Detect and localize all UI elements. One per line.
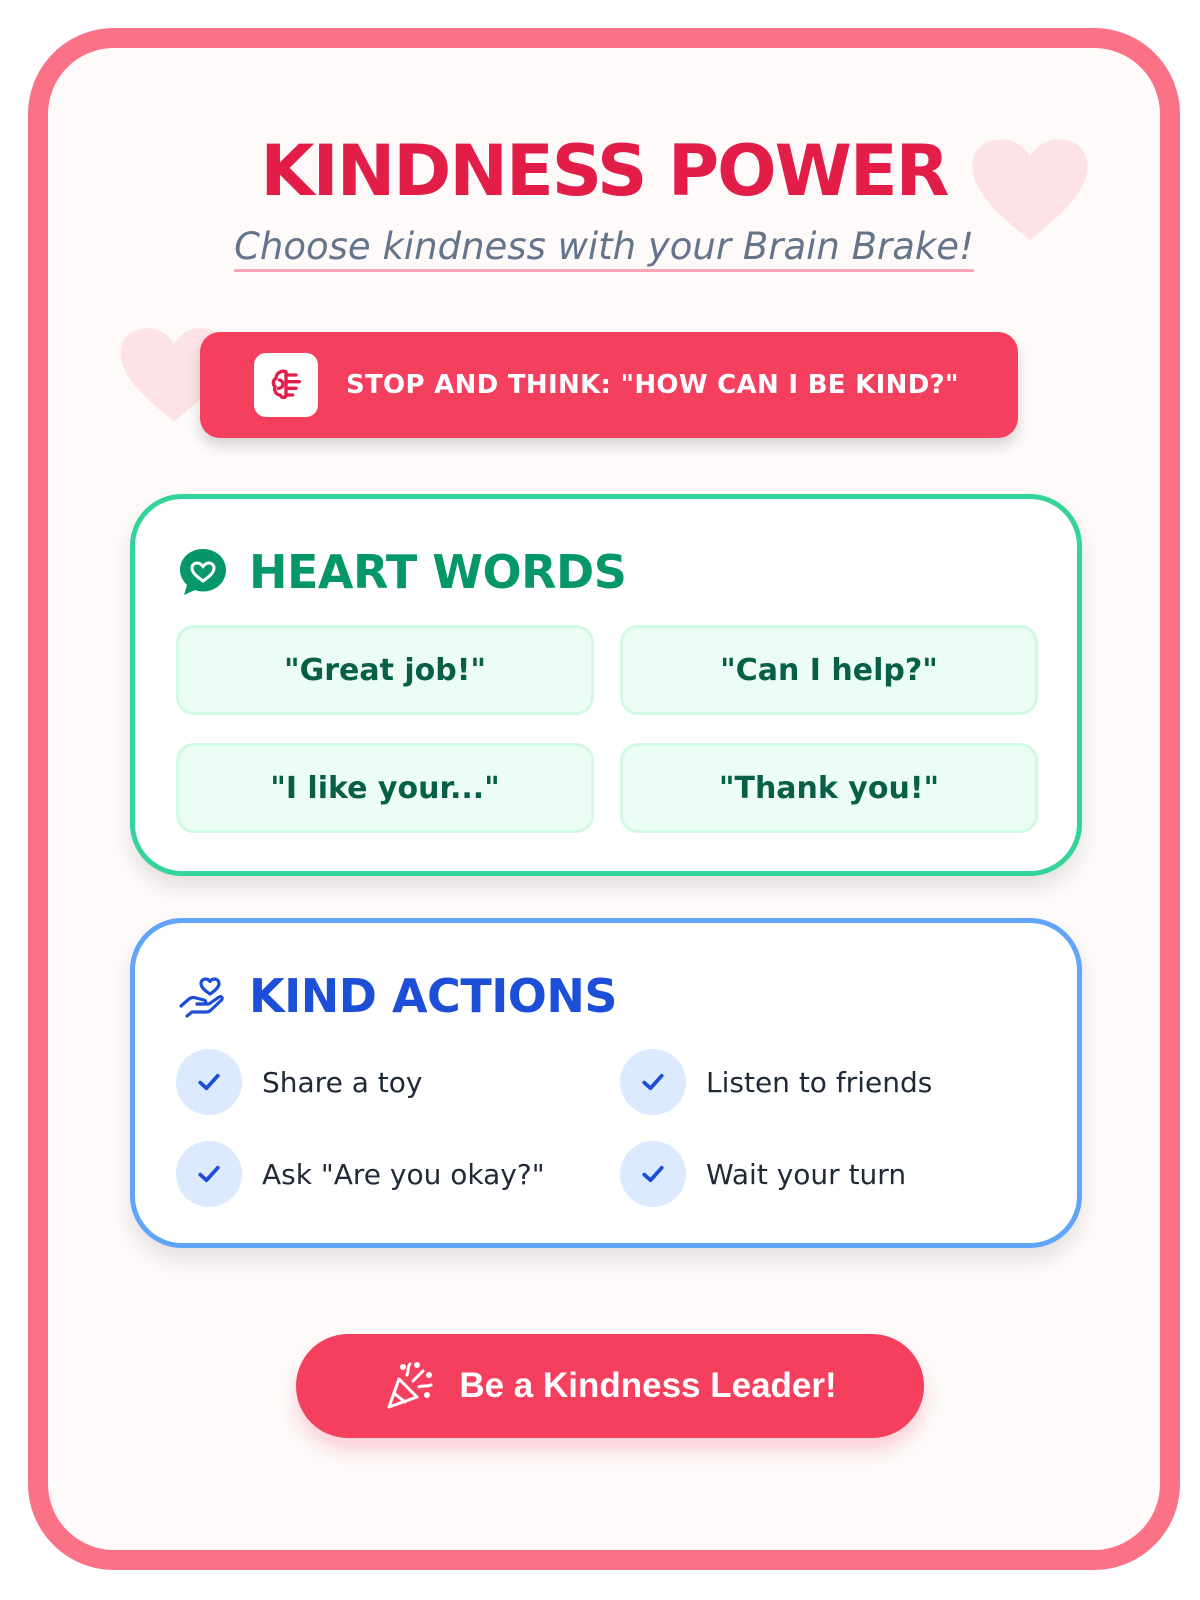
brain-icon	[254, 353, 318, 417]
check-icon	[176, 1049, 242, 1115]
check-icon	[176, 1141, 242, 1207]
heart-chat-icon	[177, 546, 229, 598]
check-icon	[620, 1141, 686, 1207]
kind-action-item	[620, 1141, 906, 1207]
kindness-leader-label: Be a Kindness Leader!	[459, 1366, 837, 1405]
page-subtitle: Choose kindness with your Brain Brake!	[234, 226, 974, 272]
kind-action-label: Listen to friends	[706, 1065, 933, 1099]
page-title: KINDNESS POWER	[260, 130, 948, 212]
kind-action-item	[176, 1141, 545, 1207]
heart-word-chip: "Can I help?"	[620, 625, 1038, 715]
hand-heart-icon	[177, 970, 229, 1022]
heart-word-chip: "Thank you!"	[620, 743, 1038, 833]
kind-action-item	[620, 1049, 932, 1115]
heart-words-title: HEART WORDS	[249, 545, 627, 599]
stop-and-think-text: STOP AND THINK: "HOW CAN I BE KIND?"	[346, 370, 959, 400]
kind-action-label: Wait your turn	[706, 1157, 907, 1191]
kind-action-label: Share a toy	[262, 1065, 423, 1099]
kind-action-label: Ask "Are you okay?"	[262, 1157, 545, 1191]
stop-and-think-banner	[200, 332, 1018, 438]
heart-word-chip: "I like your..."	[176, 743, 594, 833]
check-icon	[620, 1049, 686, 1115]
poster-frame	[28, 28, 1180, 1570]
heart-words-card	[130, 494, 1082, 876]
kind-action-item	[176, 1049, 422, 1115]
heart-word-chip: "Great job!"	[176, 625, 594, 715]
kind-actions-card	[130, 918, 1082, 1248]
party-popper-icon	[383, 1359, 437, 1413]
kind-actions-title: KIND ACTIONS	[249, 969, 618, 1023]
kindness-leader-button[interactable]	[296, 1334, 924, 1438]
